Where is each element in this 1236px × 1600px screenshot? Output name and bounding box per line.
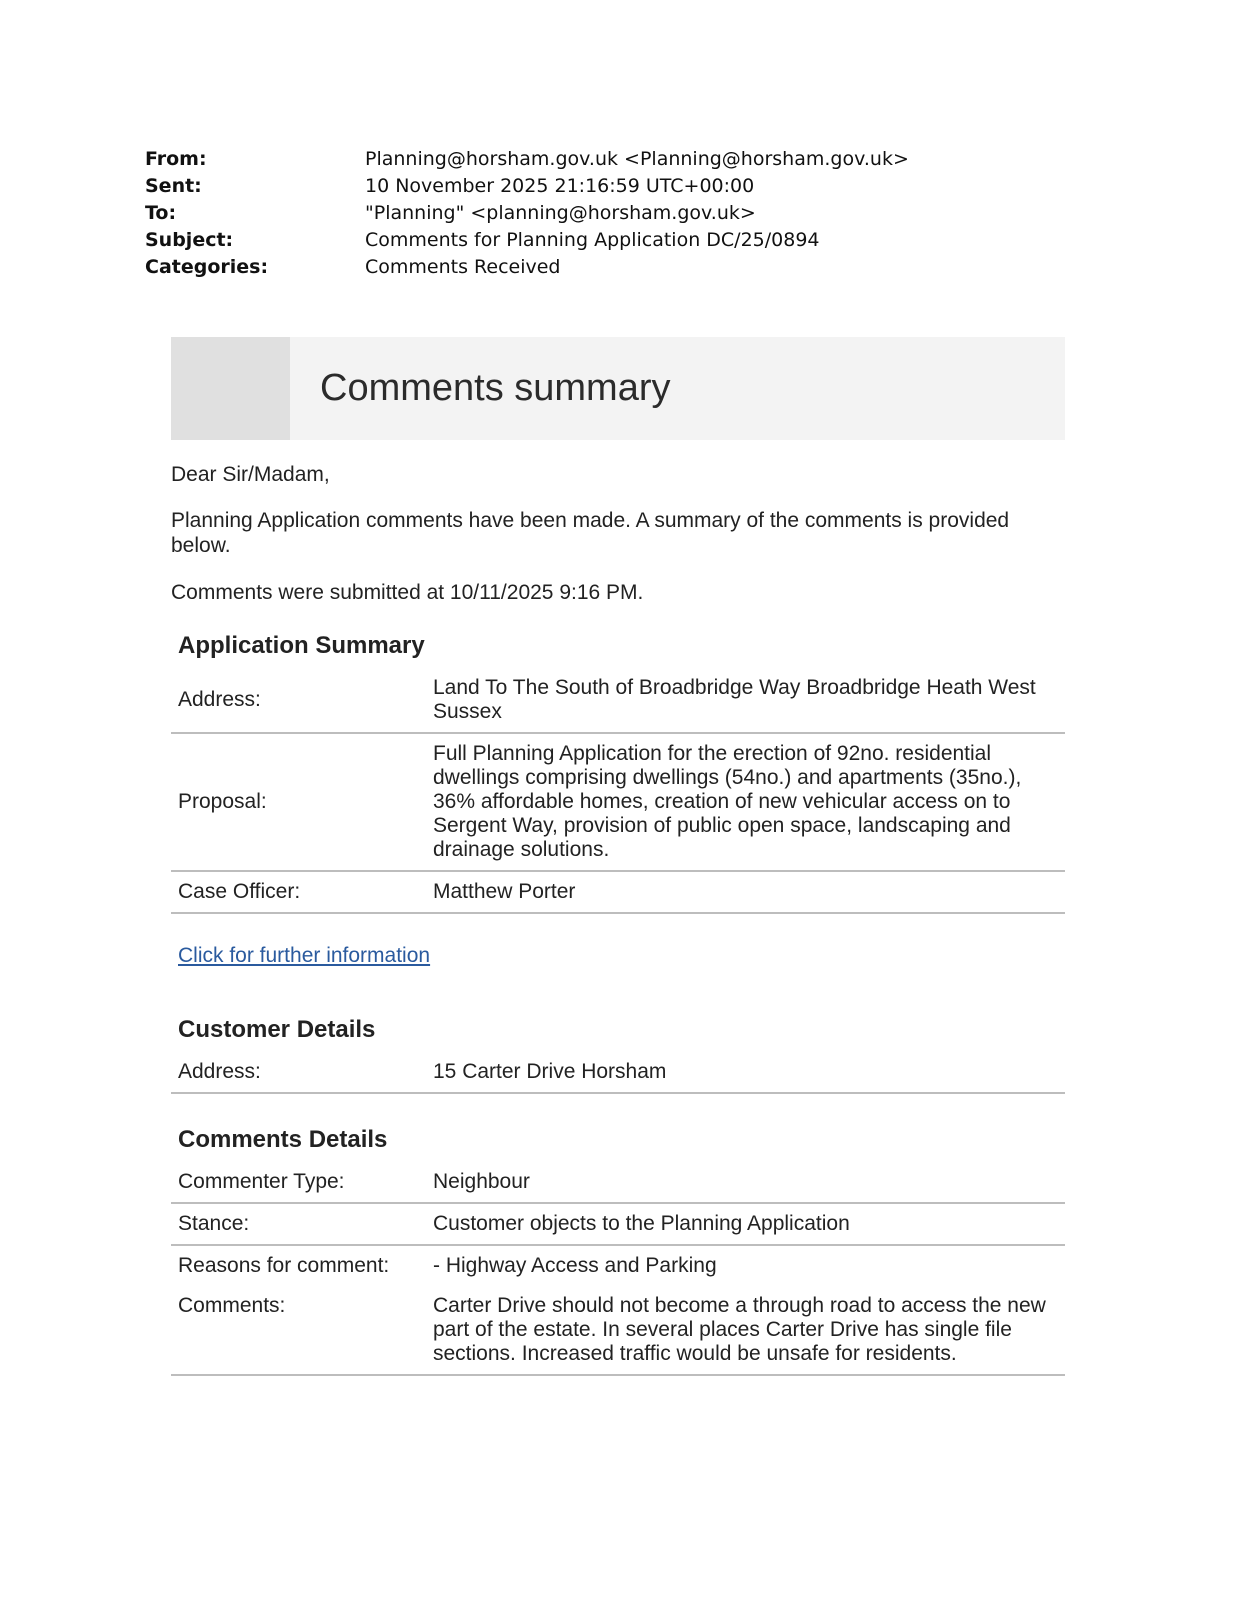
- stance-label: Stance:: [171, 1203, 426, 1245]
- from-row: [145, 145, 909, 172]
- customer-details-heading: Customer Details: [178, 1016, 376, 1043]
- table-row: [171, 1286, 1065, 1375]
- subject-value: Comments for Planning Application DC/25/0894: [365, 228, 820, 251]
- table-row: [171, 1245, 1065, 1286]
- address-value: Land To The South of Broadbridge Way Broadbridge Heath West Sussex: [426, 668, 1065, 733]
- customer-details-table: [171, 1052, 1065, 1094]
- table-row: [171, 668, 1065, 733]
- sent-label: Sent:: [145, 174, 202, 197]
- comments-details-heading: Comments Details: [178, 1126, 388, 1153]
- summary-banner: [171, 337, 1065, 440]
- table-row: [171, 1203, 1065, 1245]
- subject-label: Subject:: [145, 228, 234, 251]
- table-row: [171, 871, 1065, 913]
- comments-details-table: [171, 1162, 1065, 1376]
- categories-row: [145, 253, 909, 280]
- proposal-value: Full Planning Application for the erection of 92no. residential dwellings comprising dwellings (54no.) and apartments (35no.), 36% affordable homes, creation of new vehicular access on to Sergent Way, provision of public open space, landscaping and drainage solutions.: [426, 733, 1065, 871]
- commenter-type-value: Neighbour: [426, 1162, 1065, 1203]
- stance-value: Customer objects to the Planning Application: [426, 1203, 1065, 1245]
- to-label: To:: [145, 201, 177, 224]
- table-row: [171, 1052, 1065, 1093]
- greeting: Dear Sir/Madam,: [171, 463, 330, 486]
- from-label: From:: [145, 147, 207, 170]
- case-officer-label: Case Officer:: [171, 871, 426, 913]
- further-information-link[interactable]: Click for further information: [178, 944, 431, 967]
- comments-label: Comments:: [171, 1286, 426, 1375]
- reasons-label: Reasons for comment:: [178, 1254, 390, 1277]
- submitted-text: Comments were submitted at 10/11/2025 9:16 PM.: [171, 581, 644, 604]
- case-officer-value: Matthew Porter: [426, 871, 1065, 913]
- reasons-value: - Highway Access and Parking: [433, 1254, 717, 1277]
- to-row: [145, 199, 909, 226]
- commenter-type-label: Commenter Type:: [171, 1162, 426, 1203]
- address-label: Address:: [171, 668, 426, 733]
- categories-label: Categories:: [145, 255, 269, 278]
- sent-value: 10 November 2025 21:16:59 UTC+00:00: [365, 174, 755, 197]
- from-value: Planning@horsham.gov.uk <Planning@horsham.gov.uk>: [365, 147, 909, 170]
- banner-accent-block: [171, 337, 290, 440]
- application-summary-table: [171, 668, 1065, 914]
- customer-address-label: Address:: [171, 1052, 426, 1093]
- sent-row: [145, 172, 909, 199]
- to-value: "Planning" <planning@horsham.gov.uk>: [365, 201, 756, 224]
- table-row: [171, 1162, 1065, 1203]
- subject-row: [145, 226, 909, 253]
- banner-title: Comments summary: [320, 367, 671, 409]
- comments-value: Carter Drive should not become a through road to access the new part of the estate. In several places Carter Drive has single file sections. Increased traffic would be unsafe for residents.: [426, 1286, 1065, 1375]
- intro-body: Planning Application comments have been made. A summary of the comments is provided below.: [171, 509, 1010, 557]
- application-summary-heading: Application Summary: [178, 632, 425, 659]
- proposal-label: Proposal:: [171, 733, 426, 871]
- email-header: [145, 145, 909, 280]
- table-row: [171, 733, 1065, 871]
- customer-address-value: 15 Carter Drive Horsham: [426, 1052, 1065, 1093]
- categories-value: Comments Received: [365, 255, 561, 278]
